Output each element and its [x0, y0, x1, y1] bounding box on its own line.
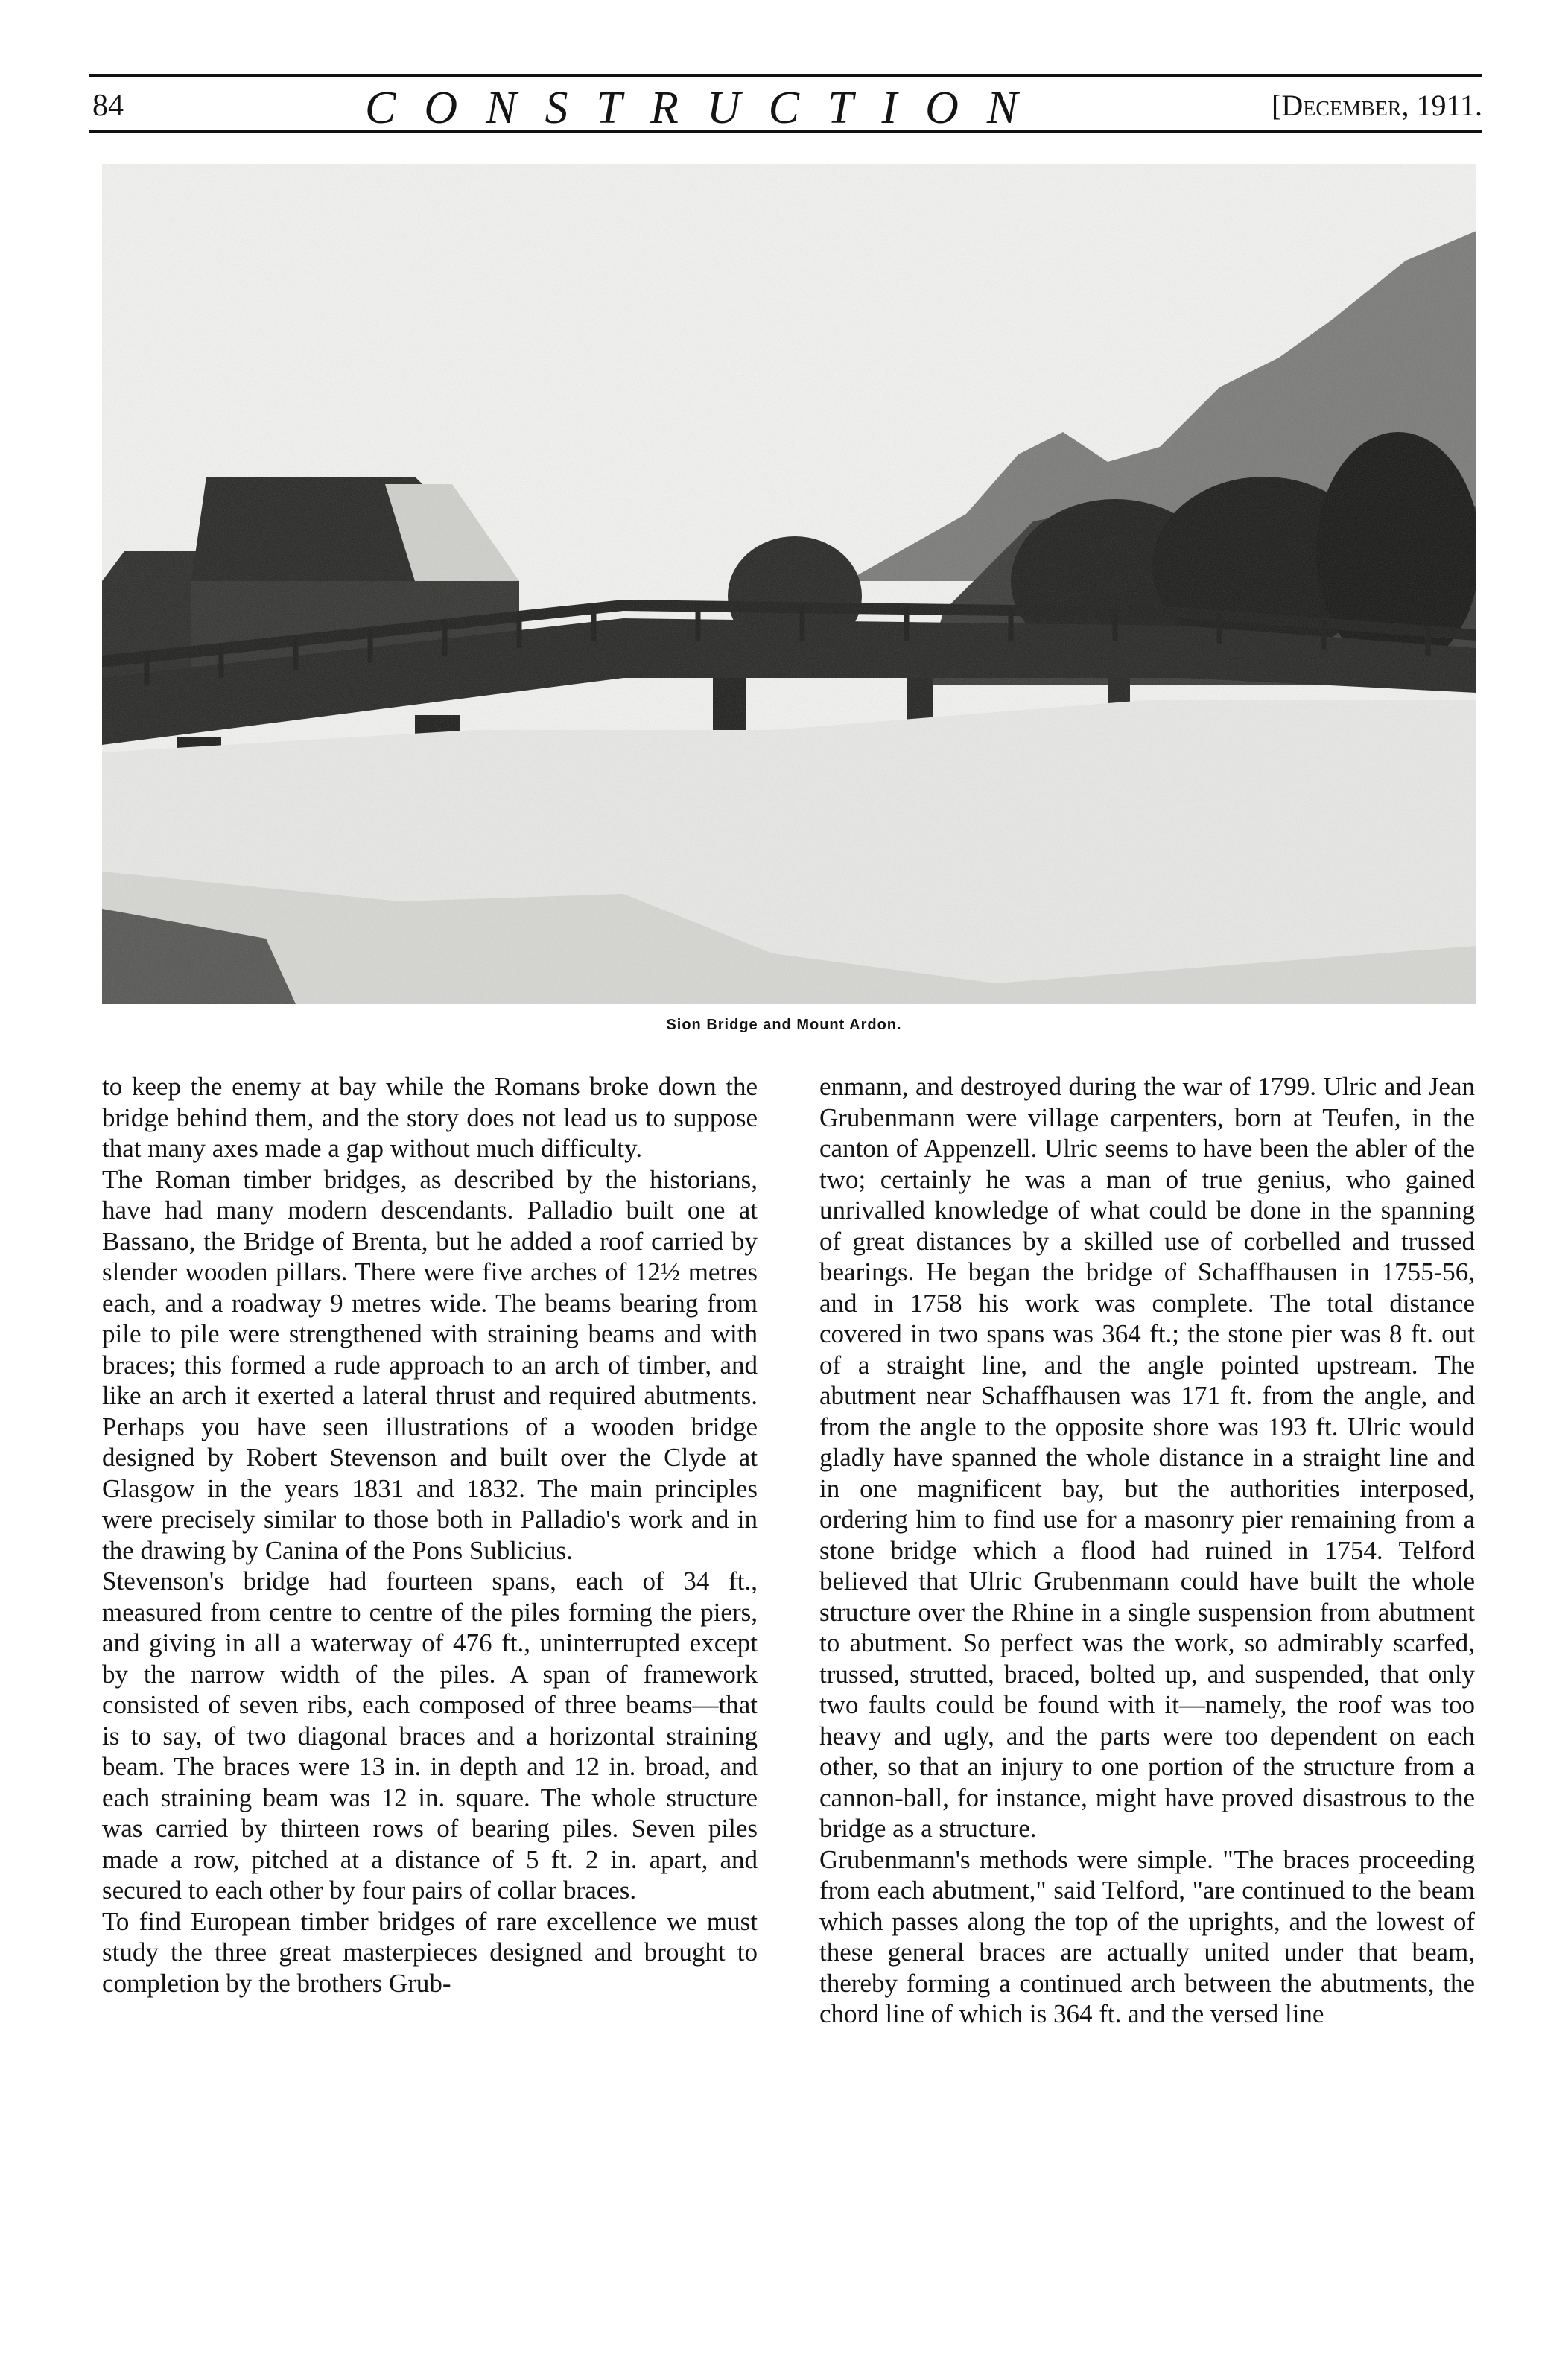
journal-title: CONSTRUCTION [365, 83, 1047, 133]
paragraph: to keep the enemy at bay while the Romans broke down the bridge behind them, and the story does not lead us to suppose that many axes made a gap without much difficulty. [102, 1072, 758, 1163]
bridge-photograph [102, 164, 1476, 1004]
text-column-left [102, 1071, 758, 1999]
issue-date: [December, 1911. [1272, 89, 1482, 122]
figure-caption: Sion Bridge and Mount Ardon. [666, 1017, 902, 1033]
paragraph: Stevenson's bridge had fourteen spans, each of 34 ft., measured from centre to centre of the piles forming the piers, and giving in all a waterway of 476 ft., uninterrupted except by the narrow width of the piles. A span of framework consisted of seven ribs, each composed of three beams—that is to say, of two diagonal braces and a horizontal straining beam. The braces were 13 in. in depth and 12 in. broad, and each straining beam was 12 in. square. The whole structure was carried by thirteen rows of bearing piles. Seven piles made a row, pitched at a distance of 5 ft. 2 in. apart, and secured to each other by four pairs of collar braces. [102, 1567, 758, 1905]
header-top-rule [89, 74, 1482, 77]
page-header [89, 74, 1482, 133]
paragraph: Grubenmann's methods were simple. "The braces proceeding from each abutment," said Telford, "are continued to the beam which passes along the top of the uprights, and the lowest of these general braces are actually united under that beam, thereby forming a continued arch between the abutments, the chord line of which is 364 ft. and the versed line [819, 1844, 1475, 2028]
header-bottom-rule [89, 130, 1482, 133]
paragraph: The Roman timber bridges, as described by the historians, have had many modern descendants. Palladio built one at Bassano, the Bridge of Brenta, but he added a roof carried by slender wooden pillars. There were five arches of 12½ metres each, and a roadway 9 metres wide. The beams bearing from pile to pile were strengthened with straining beams and with braces; this formed a rude approach to an arch of timber, and like an arch it exerted a lateral thrust and required abutments. Perhaps you have seen illustrations of a wooden bridge designed by Robert Stevenson and built over the Clyde at Glasgow in the years 1831 and 1832. The main principles were precisely similar to those both in Palladio's work and in the drawing by Canina of the Pons Sublicius. [102, 1164, 758, 1565]
page-number: 84 [92, 89, 124, 123]
paragraph: enmann, and destroyed during the war of 1799. Ulric and Jean Grubenmann were village carpenters, born at Teufen, in the canton of Appenzell. Ulric seems to have been the abler of the two; certainly he was a man of true genius, who gained unrivalled knowledge of what could be done in the spanning of great distances by a skilled use of corbelled and trussed bearings. He began the bridge of Schaffhausen in 1755-56, and in 1758 his work was complete. The total distance covered in two spans was 364 ft.; the stone pier was 8 ft. out of a straight line, and the angle pointed upstream. The abutment near Schaffhausen was 171 ft. from the angle, and from the angle to the opposite shore was 193 ft. Ulric would gladly have spanned the whole distance in a straight line and in one magnificent bay, but the authorities interposed, ordering him to find use for a masonry pier remaining from a stone bridge which a flood had ruined in 1754. Telford believed that Ulric Grubenmann could have built the whole structure over the Rhine in a single suspension from abutment to abutment. So perfect was the work, so admirably scarfed, trussed, strutted, braced, bolted up, and suspended, that only two faults could be found with it—namely, the roof was too heavy and ugly, and the parts were too dependent on each other, so that an injury to one portion of the structure from a cannon-ball, for instance, might have proved disastrous to the bridge as a structure. [819, 1072, 1475, 1843]
text-column-right [819, 1071, 1475, 2030]
paragraph: To find European timber bridges of rare excellence we must study the three great masterpieces designed and brought to completion by the brothers Grub- [102, 1906, 758, 1998]
